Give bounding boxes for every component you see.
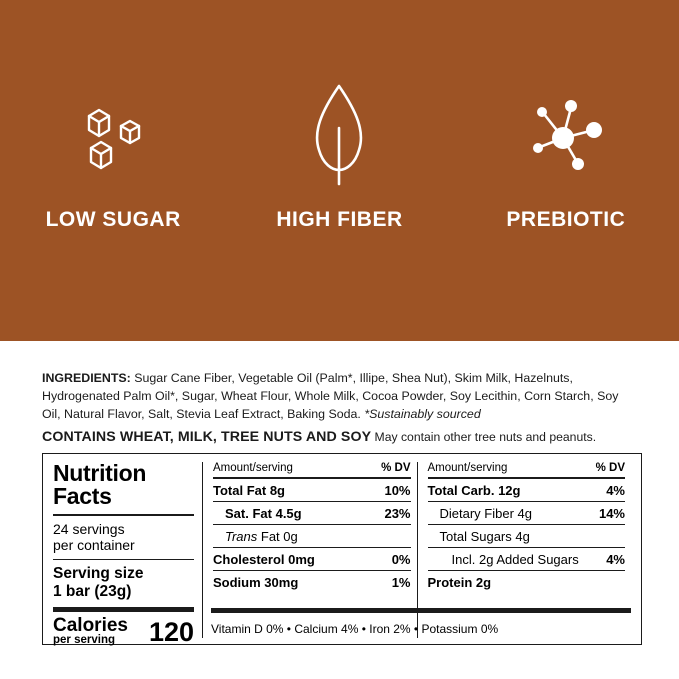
- nutrient-amount: 4.5g: [275, 505, 302, 521]
- ingredients-paragraph: [42, 370, 640, 424]
- nutrition-title-line1: Nutrition: [53, 460, 147, 486]
- nutrition-column-header: [213, 462, 411, 477]
- nutrient-amount: 4g: [517, 505, 533, 521]
- nutrient-name: Dietary Fiber: [439, 505, 514, 521]
- percent-dv-header: % DV: [595, 462, 625, 474]
- nutrient-dv: 4%: [606, 482, 625, 498]
- sustainably-sourced-note: *Sustainably sourced: [364, 406, 481, 421]
- table-row: [213, 479, 411, 501]
- table-row: [213, 571, 411, 593]
- servings-count: 24 servings: [53, 521, 125, 537]
- nutrient-name: Protein: [427, 574, 473, 590]
- micronutrient-footer: [211, 608, 631, 636]
- nutrient-name: Total Fat: [213, 482, 267, 498]
- nutrient-name: Trans: [225, 528, 258, 544]
- nutrient-name: Incl.: [451, 551, 476, 567]
- claim-label: PREBIOTIC: [506, 208, 626, 231]
- servings-per-container: [53, 516, 194, 559]
- leaf-icon: [299, 80, 379, 192]
- nutrient-amount: 2g Added Sugars: [478, 551, 579, 567]
- claim-label: LOW SUGAR: [45, 208, 181, 231]
- nutrient-amount: 0mg: [288, 551, 315, 567]
- allergen-may-contain-text: May contain other tree nuts and peanuts.: [371, 430, 597, 444]
- ingredients-text: Sugar Cane Fiber, Vegetable Oil (Palm*, Illipe, Shea Nut), Skim Milk, Hazelnuts, Hydrogenated Palm Oil*, Sugar, Wheat Flour, Whole Milk, Cocoa Powder, Soy Lecithin, Corn Starch, Soy Oil, Natural Flavor, Salt, Stevia Leaf Extract, Baking Soda.: [42, 371, 619, 421]
- nutrient-name: Sat. Fat: [225, 505, 272, 521]
- sugar-cubes-icon: [73, 80, 153, 192]
- claim-label: HIGH FIBER: [276, 208, 403, 231]
- calories-value: 120: [148, 617, 194, 648]
- serving-size-label: Serving size: [53, 565, 144, 583]
- nutrient-dv: 1%: [391, 574, 411, 590]
- allergen-contains-text: CONTAINS WHEAT, MILK, TREE NUTS AND SOY: [42, 429, 372, 445]
- allergen-statement: [42, 428, 642, 446]
- micronutrient-list: Vitamin D 0% • Calcium 4% • Iron 2% • Potassium 0%: [211, 622, 499, 636]
- nutrient-name: Cholesterol: [213, 551, 285, 567]
- table-row: [428, 479, 626, 501]
- table-row: [428, 548, 626, 570]
- divider: [211, 608, 631, 613]
- nutrition-facts-title: [53, 462, 194, 514]
- table-row: [213, 548, 411, 570]
- nutrition-left-column: [53, 460, 203, 648]
- nutrient-name: Total Sugars: [439, 528, 512, 544]
- nutrient-amount: 2g: [475, 574, 492, 590]
- nutrition-column-header: [428, 462, 626, 477]
- calories-label-group: [53, 616, 128, 647]
- nutrient-amount: 12g: [498, 482, 521, 498]
- claims-badge-row: [0, 80, 679, 232]
- claim-badge-low-sugar: [13, 80, 213, 232]
- nutrient-dv: 0%: [391, 551, 411, 567]
- claim-badge-high-fiber: [239, 80, 439, 232]
- servings-per-container-label: per container: [53, 537, 135, 554]
- nutrient-amount: 30mg: [264, 574, 299, 590]
- nutrient-amount: 4g: [515, 528, 530, 544]
- percent-dv-header: % DV: [381, 462, 411, 474]
- nutrient-amount: Fat 0g: [260, 528, 298, 544]
- nutrient-dv: 23%: [384, 505, 411, 521]
- serving-size-value: 1 bar (23g): [53, 583, 132, 600]
- table-row: [213, 502, 411, 524]
- table-row: [428, 571, 626, 593]
- calories-block: [53, 612, 194, 647]
- table-row: [213, 525, 411, 547]
- nutrient-dv: 14%: [598, 505, 625, 521]
- calories-per-serving-label: per serving: [53, 633, 115, 646]
- amount-per-serving-header: Amount/serving: [213, 462, 293, 474]
- nutrient-name: Total Carb.: [427, 482, 495, 498]
- nutrient-amount: 8g: [269, 482, 285, 498]
- claim-badge-prebiotic: [466, 80, 666, 232]
- nutrient-dv: 10%: [384, 482, 411, 498]
- nutrient-dv: 4%: [606, 551, 625, 567]
- table-row: [428, 502, 626, 524]
- molecule-icon: [516, 80, 616, 192]
- table-row: [428, 525, 626, 547]
- nutrient-name: Sodium: [213, 574, 261, 590]
- nutrition-title-line2: Facts: [53, 483, 112, 509]
- calories-label: Calories: [53, 614, 128, 636]
- ingredients-label: INGREDIENTS:: [42, 371, 131, 385]
- amount-per-serving-header: Amount/serving: [427, 462, 508, 474]
- serving-size-block: [53, 560, 194, 607]
- nutrition-facts-panel: [42, 453, 642, 648]
